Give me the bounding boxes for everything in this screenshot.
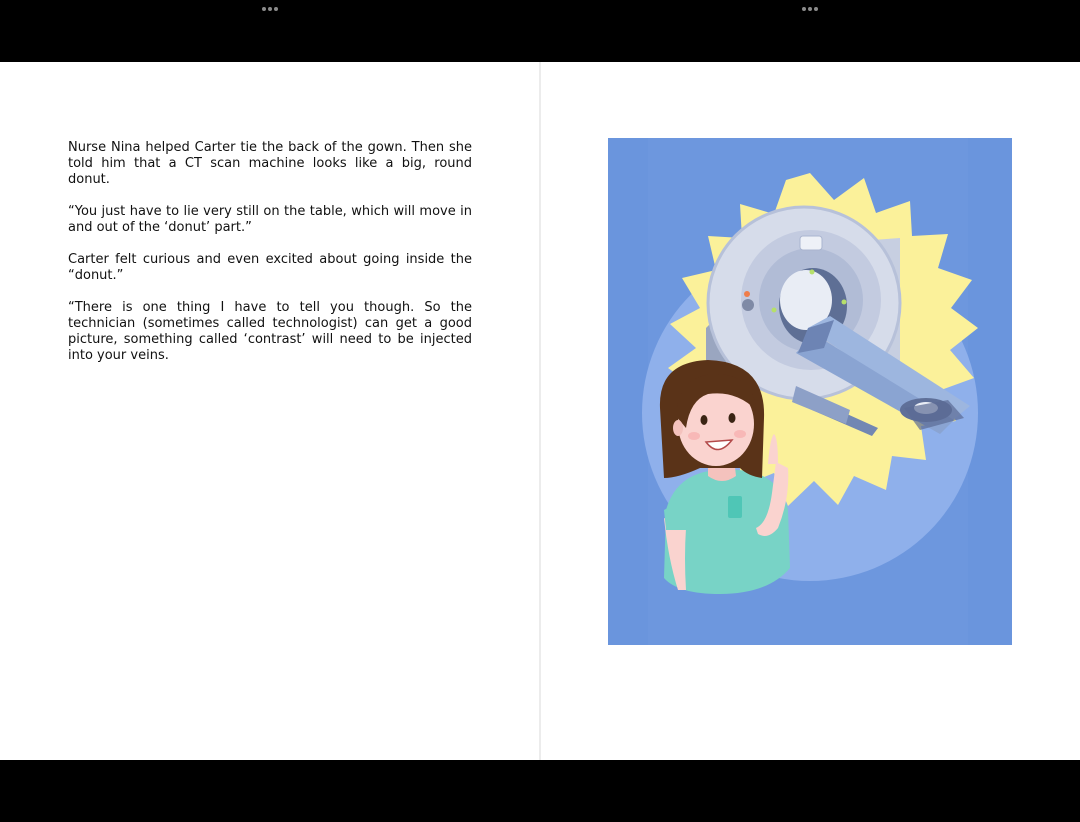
paragraph-3: Carter felt curious and even excited about going inside the “donut.”: [68, 252, 472, 283]
left-multitask-ellipsis-icon[interactable]: [262, 6, 278, 12]
right-page[interactable]: [541, 62, 1080, 760]
paragraph-2: “You just have to lie very still on the table, which will move in and out of the ‘donut’ part.”: [68, 204, 472, 235]
paragraph-4: “There is one thing I have to tell you though. So the technician (sometimes called technologist) can get a good picture, something called ‘contrast’ will need to be injected into your veins.: [68, 300, 472, 363]
bottom-system-bar: [0, 760, 1080, 822]
top-system-bar: [0, 0, 1080, 62]
book-spread: [0, 62, 1080, 760]
story-text: [68, 140, 472, 364]
right-multitask-ellipsis-icon[interactable]: [802, 6, 818, 12]
nurse-ct-scanner-illustration: [608, 138, 1012, 645]
paragraph-1: Nurse Nina helped Carter tie the back of the gown. Then she told him that a CT scan machine looks like a big, round donut.: [68, 140, 472, 187]
left-page[interactable]: [0, 62, 539, 760]
